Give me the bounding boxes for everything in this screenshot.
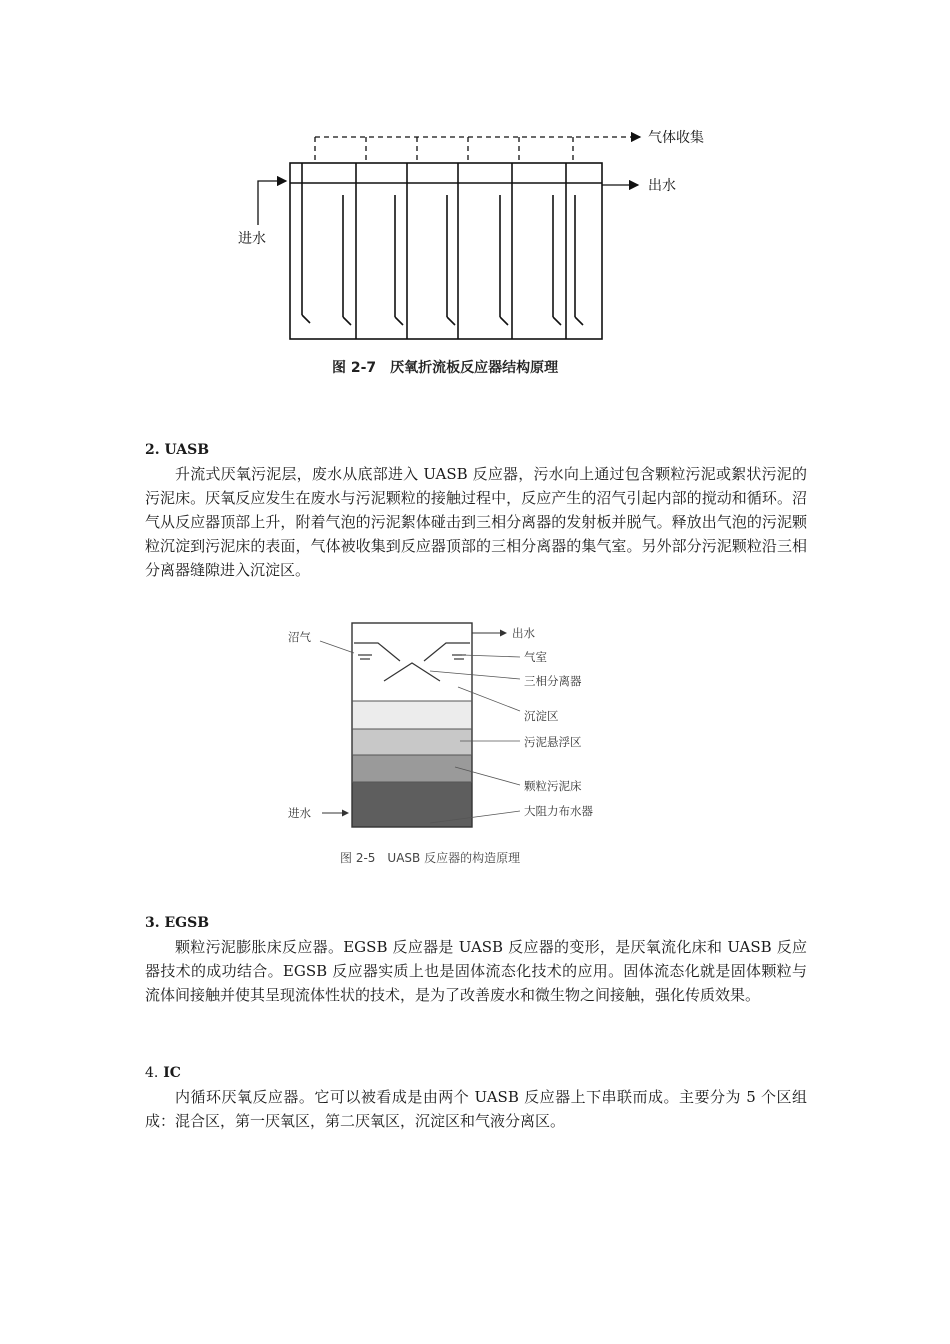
gas-collection-dashed-lines bbox=[315, 137, 630, 163]
section-heading bbox=[145, 915, 807, 931]
section-title: IC bbox=[163, 1065, 181, 1081]
label-suspended-zone: 污泥悬浮区 bbox=[524, 735, 582, 749]
sludge-suspended-zone bbox=[352, 729, 472, 755]
label-outflow: 出水 bbox=[512, 626, 535, 640]
section-number: 2. bbox=[145, 442, 160, 458]
section-heading bbox=[145, 1065, 807, 1081]
three-phase-separator bbox=[354, 643, 470, 681]
label-granular-bed: 颗粒污泥床 bbox=[524, 779, 582, 793]
distributor-zone bbox=[352, 782, 472, 827]
figure1-caption: 图 2-7 厌氧折流板反应器结构原理 bbox=[332, 360, 559, 376]
section-egsb bbox=[145, 915, 807, 1007]
label-biogas: 沼气 bbox=[288, 630, 311, 644]
label-separator: 三相分离器 bbox=[524, 674, 582, 688]
abr-baffles bbox=[302, 163, 583, 339]
section-uasb bbox=[145, 442, 807, 582]
settling-zone bbox=[352, 701, 472, 729]
uasb-diagram bbox=[280, 615, 660, 840]
section-paragraph: 颗粒污泥膨胀床反应器。EGSB 反应器是 UASB 反应器的变形，是厌氧流化床和 UASB 反应器技术的成功结合。EGSB 反应器实质上也是固体流态化技术的应用。固体流态化就是固体颗粒与流体间接触并使其呈现流体性状的技术，是为了改善废水和微生物之间接触，强化传质效果。 bbox=[145, 938, 807, 1004]
label-inflow: 进水 bbox=[288, 806, 311, 820]
section-paragraph: 升流式厌氧污泥层，废水从底部进入 UASB 反应器，污水向上通过包含颗粒污泥或絮状污泥的污泥床。厌氧反应发生在废水与污泥颗粒的接触过程中，反应产生的沼气引起内部的搅动和循环。沼气从反应器顶部上升，附着气泡的污泥絮体碰击到三相分离器的发射板并脱气。释放出气泡的污泥颗粒沉淀到污泥床的表面，气体被收集到反应器顶部的三相分离器的集气室。另外部分污泥颗粒沿三相分离器缝隙进入沉淀区。 bbox=[145, 465, 807, 579]
section-paragraph: 内循环厌氧反应器。它可以被看成是由两个 UASB 反应器上下串联而成。主要分为 5 个区组成：混合区，第一厌氧区，第二厌氧区，沉淀区和气液分离区。 bbox=[145, 1088, 807, 1130]
label-settling-zone: 沉淀区 bbox=[524, 709, 559, 723]
section-number: 3. bbox=[145, 915, 160, 931]
label-inflow: 进水 bbox=[238, 231, 266, 247]
section-ic bbox=[145, 1065, 807, 1133]
granular-sludge-bed bbox=[352, 755, 472, 782]
label-outflow: 出水 bbox=[648, 178, 676, 194]
abr-diagram bbox=[230, 125, 720, 355]
section-title: UASB bbox=[164, 442, 210, 458]
label-distributor: 大阻力布水器 bbox=[524, 804, 593, 818]
figure-uasb bbox=[280, 615, 660, 870]
figure2-caption: 图 2-5 UASB 反应器的构造原理 bbox=[340, 851, 521, 865]
abr-tank bbox=[290, 163, 602, 339]
section-heading bbox=[145, 442, 807, 458]
section-number: 4. bbox=[145, 1065, 159, 1081]
label-gas-collection: 气体收集 bbox=[648, 130, 704, 146]
label-gas-chamber: 气室 bbox=[524, 650, 547, 664]
figure-abr bbox=[230, 125, 720, 380]
section-title: EGSB bbox=[164, 915, 210, 931]
